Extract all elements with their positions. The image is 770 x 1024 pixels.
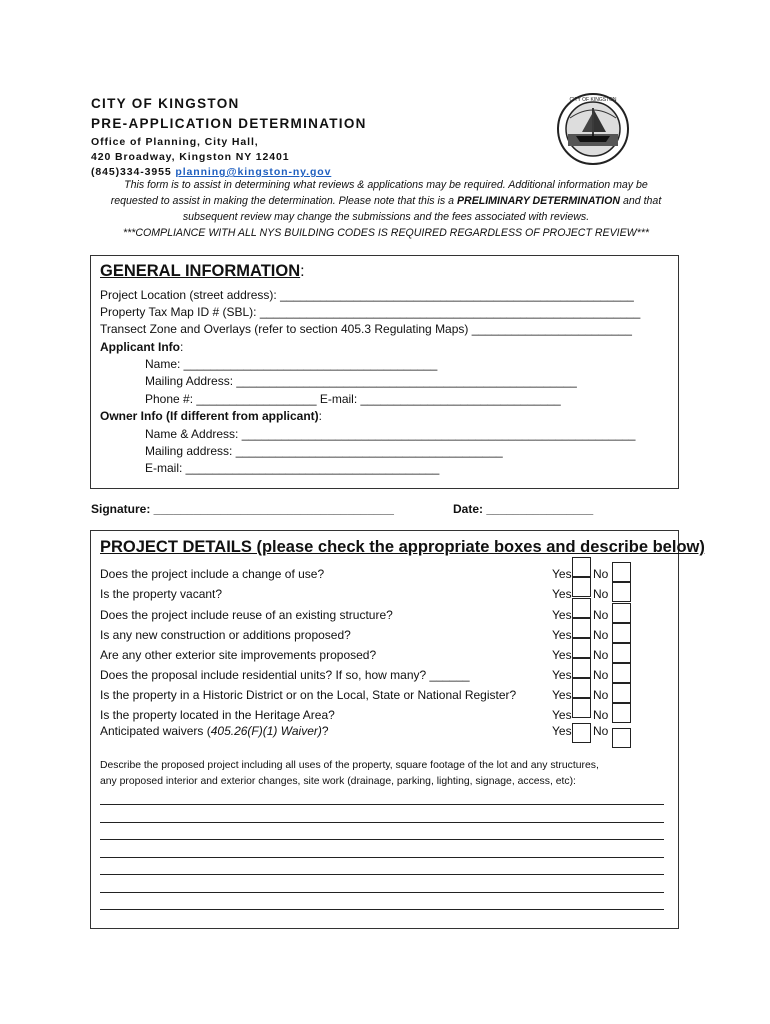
no-label: No bbox=[593, 608, 609, 622]
no-checkbox[interactable] bbox=[612, 582, 631, 602]
no-label: No bbox=[593, 587, 609, 601]
applicant-name-field[interactable]: Name: ______________________________________ bbox=[145, 357, 438, 371]
waiver-code: 405.26(F)(1) Waiver) bbox=[210, 724, 322, 738]
no-label: No bbox=[593, 567, 609, 581]
description-line[interactable] bbox=[100, 909, 664, 910]
intro-line-3: subsequent review may change the submissions and the fees associated with reviews. bbox=[182, 211, 590, 223]
date-field[interactable]: Date: ________________ bbox=[453, 502, 594, 516]
yes-label: Yes bbox=[552, 567, 572, 581]
yes-checkbox[interactable] bbox=[572, 658, 591, 678]
no-label: No bbox=[593, 708, 609, 722]
owner-mailing-field[interactable]: Mailing address: ________________________________________ bbox=[145, 444, 503, 458]
question-text: Does the proposal include residential units? If so, how many? ______ bbox=[100, 668, 470, 682]
yes-label: Yes bbox=[552, 587, 572, 601]
yes-checkbox[interactable] bbox=[572, 678, 591, 698]
yes-label: Yes bbox=[552, 628, 572, 642]
yes-checkbox[interactable] bbox=[572, 598, 591, 618]
applicant-phone-email-field[interactable]: Phone #: __________________ E-mail: ______________________________ bbox=[145, 392, 561, 406]
email-link[interactable]: planning@kingston-ny.gov bbox=[175, 166, 332, 178]
description-line[interactable] bbox=[100, 874, 664, 875]
intro-line-4: ***COMPLIANCE WITH ALL NYS BUILDING CODES IS REQUIRED REGARDLESS OF PROJECT REVIEW*** bbox=[122, 227, 650, 239]
no-checkbox[interactable] bbox=[612, 623, 631, 643]
question-text: Is the property in a Historic District or on the Local, State or National Register? bbox=[100, 688, 517, 702]
waivers-yes-label: Yes bbox=[552, 724, 572, 738]
applicant-info-label: Applicant Info: bbox=[100, 340, 184, 354]
describe-instructions: Describe the proposed project including all uses of the property, square footage of the lot and any structures, any proposed interior and exterior changes, site work (drainage, parking, lighting, signage, access, etc): bbox=[100, 760, 599, 787]
intro-text bbox=[88, 177, 684, 241]
general-info-heading: GENERAL INFORMATION: bbox=[100, 262, 305, 280]
owner-name-address-field[interactable]: Name & Address: ___________________________________________________________ bbox=[145, 427, 636, 441]
no-checkbox[interactable] bbox=[612, 643, 631, 663]
no-checkbox[interactable] bbox=[612, 663, 631, 683]
no-checkbox[interactable] bbox=[612, 562, 631, 582]
yes-checkbox[interactable] bbox=[572, 577, 591, 597]
yes-label: Yes bbox=[552, 708, 572, 722]
yes-checkbox[interactable] bbox=[572, 638, 591, 658]
yes-label: Yes bbox=[552, 668, 572, 682]
no-checkbox[interactable] bbox=[612, 603, 631, 623]
question-text: Is any new construction or additions proposed? bbox=[100, 628, 351, 642]
waivers-no-checkbox[interactable] bbox=[612, 728, 631, 748]
description-line[interactable] bbox=[100, 892, 664, 893]
no-label: No bbox=[593, 688, 609, 702]
city-heading: CITY OF KINGSTON bbox=[91, 96, 240, 111]
signature-field[interactable]: Signature: ____________________________________ bbox=[91, 502, 394, 516]
no-label: No bbox=[593, 668, 609, 682]
phone-number: (845)334-3955 bbox=[91, 166, 172, 178]
project-details-heading: PROJECT DETAILS (please check the appropriate boxes and describe below) bbox=[100, 538, 705, 556]
description-line[interactable] bbox=[100, 822, 664, 823]
preliminary-emphasis: PRELIMINARY DETERMINATION bbox=[456, 195, 621, 207]
tax-map-field[interactable]: Property Tax Map ID # (SBL): _________________________________________________________ bbox=[100, 305, 641, 319]
waivers-no-label: No bbox=[593, 724, 609, 738]
question-text: Does the project include reuse of an existing structure? bbox=[100, 608, 393, 622]
intro-line-1: This form is to assist in determining what reviews & applications may be required. Additional information may be bbox=[124, 179, 648, 191]
question-text: Is the property located in the Heritage Area? bbox=[100, 708, 335, 722]
yes-checkbox[interactable] bbox=[572, 618, 591, 638]
intro-line-2: requested to assist in making the determination. Please note that this is a PRELIMINARY DETERMINATION and that bbox=[110, 195, 662, 207]
question-text: Does the project include a change of use? bbox=[100, 567, 325, 581]
address-line: 420 Broadway, Kingston NY 12401 bbox=[91, 151, 290, 163]
form-title: PRE-APPLICATION DETERMINATION bbox=[91, 116, 367, 131]
yes-checkbox[interactable] bbox=[572, 557, 591, 577]
yes-checkbox[interactable] bbox=[572, 698, 591, 718]
no-checkbox[interactable] bbox=[612, 683, 631, 703]
question-text: Are any other exterior site improvements proposed? bbox=[100, 648, 377, 662]
no-label: No bbox=[593, 628, 609, 642]
no-label: No bbox=[593, 648, 609, 662]
transect-zone-field[interactable]: Transect Zone and Overlays (refer to section 405.3 Regulating Maps) ________________________ bbox=[100, 322, 632, 336]
project-location-field[interactable]: Project Location (street address): _____________________________________________________ bbox=[100, 288, 634, 302]
no-checkbox[interactable] bbox=[612, 703, 631, 723]
waivers-yes-checkbox[interactable] bbox=[572, 723, 591, 743]
description-line[interactable] bbox=[100, 839, 664, 840]
description-line[interactable] bbox=[100, 804, 664, 805]
question-text: Is the property vacant? bbox=[100, 587, 223, 601]
applicant-mailing-field[interactable]: Mailing Address: ___________________________________________________ bbox=[145, 374, 577, 388]
seal-text: CITY OF KINGSTON bbox=[569, 97, 617, 103]
waivers-question: Anticipated waivers (405.26(F)(1) Waiver)? bbox=[100, 724, 329, 738]
office-line: Office of Planning, City Hall, bbox=[91, 136, 259, 148]
owner-email-field[interactable]: E-mail: ______________________________________ bbox=[145, 461, 440, 475]
yes-label: Yes bbox=[552, 608, 572, 622]
yes-label: Yes bbox=[552, 648, 572, 662]
description-line[interactable] bbox=[100, 857, 664, 858]
owner-info-label: Owner Info (If different from applicant): bbox=[100, 409, 323, 423]
yes-label: Yes bbox=[552, 688, 572, 702]
city-seal-logo bbox=[556, 92, 630, 166]
